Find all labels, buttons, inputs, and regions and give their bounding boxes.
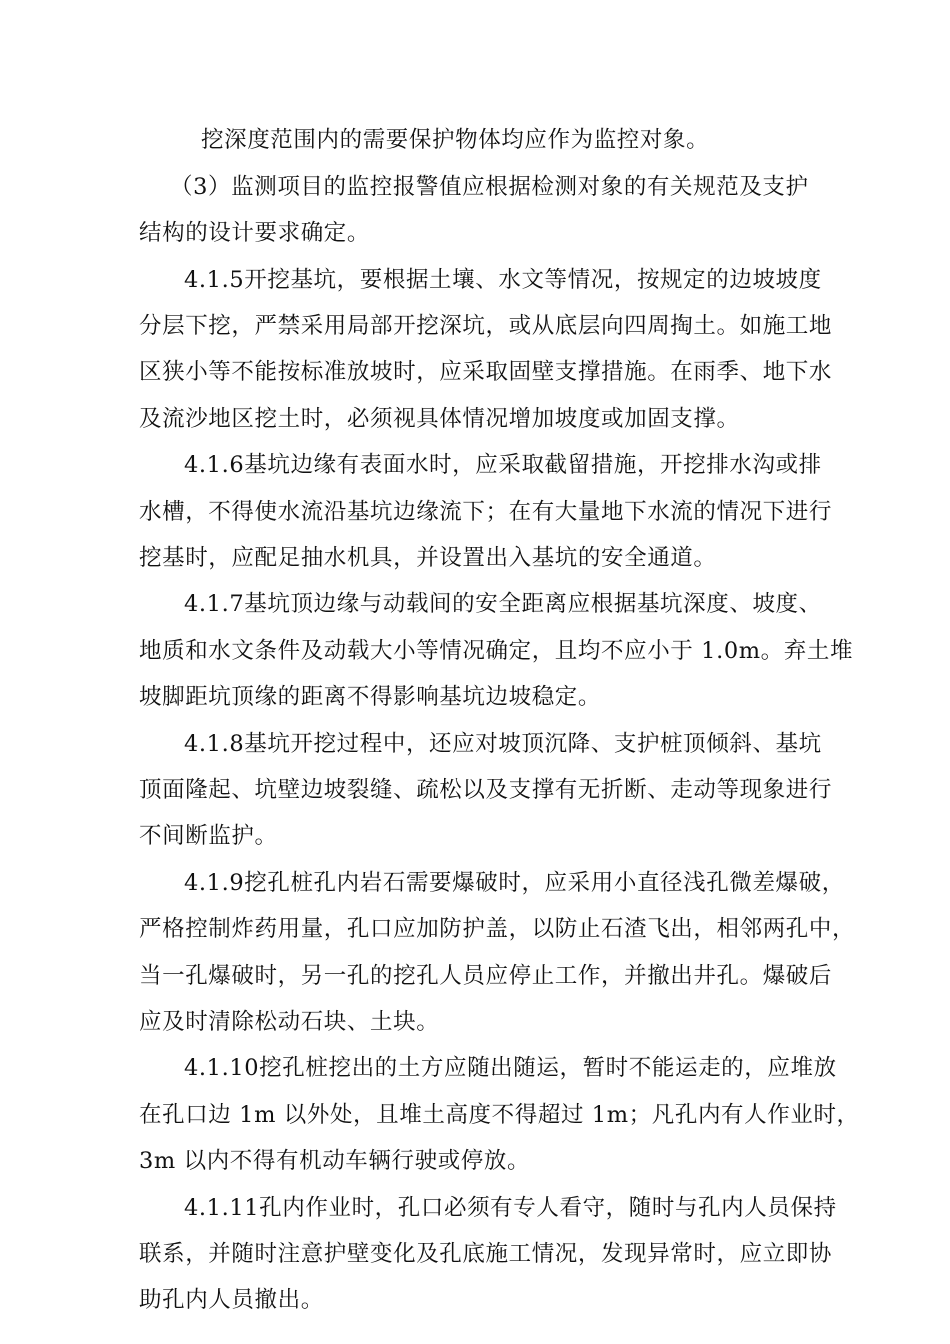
- text-line-16: 不间断监护。: [139, 823, 278, 849]
- text-line-12: 地质和水文条件及动载大小等情况确定，且均不应小于 1.0m。弃土堆: [139, 638, 854, 664]
- text-line-26: 助孔内人员撤出。: [139, 1287, 324, 1313]
- text-line-7: 及流沙地区挖土时，必须视具体情况增加坡度或加固支撑。: [139, 406, 740, 432]
- text-line-15: 顶面隆起、坑壁边坡裂缝、疏松以及支撑有无折断、走动等现象进行: [139, 777, 833, 803]
- text-line-3: 结构的设计要求确定。: [139, 220, 371, 246]
- text-line-17: 4.1.9挖孔桩孔内岩石需要爆破时，应采用小直径浅孔微差爆破，: [184, 870, 845, 896]
- text-line-5: 分层下挖，严禁采用局部开挖深坑，或从底层向四周掏土。如施工地: [139, 313, 833, 339]
- text-line-24: 4.1.11孔内作业时，孔口必须有专人看守，随时与孔内人员保持: [184, 1195, 837, 1221]
- text-line-11: 4.1.7基坑顶边缘与动载间的安全距离应根据基坑深度、坡度、: [184, 591, 822, 617]
- text-line-10: 挖基时，应配足抽水机具，并设置出入基坑的安全通道。: [139, 545, 717, 571]
- text-line-4: 4.1.5开挖基坑，要根据土壤、水文等情况，按规定的边坡坡度: [184, 267, 822, 293]
- text-line-25: 联系，并随时注意护壁变化及孔底施工情况，发现异常时，应立即协: [139, 1241, 833, 1267]
- text-line-9: 水槽，不得使水流沿基坑边缘流下；在有大量地下水流的情况下进行: [139, 499, 833, 525]
- text-line-23: 3m 以内不得有机动车辆行驶或停放。: [139, 1148, 531, 1174]
- text-line-13: 坡脚距坑顶缘的距离不得影响基坑边坡稳定。: [139, 684, 602, 710]
- text-line-6: 区狭小等不能按标准放坡时，应采取固壁支撑措施。在雨季、地下水: [139, 359, 833, 385]
- text-line-22: 在孔口边 1m 以外处，且堆土高度不得超过 1m；凡孔内有人作业时，: [139, 1102, 860, 1128]
- text-line-19: 当一孔爆破时，另一孔的挖孔人员应停止工作，并撤出井孔。爆破后: [139, 963, 833, 989]
- text-line-20: 应及时清除松动石块、土块。: [139, 1009, 440, 1035]
- text-line-18: 严格控制炸药用量，孔口应加防护盖，以防止石渣飞出，相邻两孔中，: [139, 916, 856, 942]
- text-line-14: 4.1.8基坑开挖过程中，还应对坡顶沉降、支护桩顶倾斜、基坑: [184, 731, 822, 757]
- text-line-2: （3）监测项目的监控报警值应根据检测对象的有关规范及支护: [170, 174, 809, 200]
- text-line-1: 挖深度范围内的需要保护物体均应作为监控对象。: [201, 127, 710, 153]
- text-line-8: 4.1.6基坑边缘有表面水时，应采取截留措施，开挖排水沟或排: [184, 452, 822, 478]
- text-line-21: 4.1.10挖孔桩挖出的土方应随出随运，暂时不能运走的，应堆放: [184, 1055, 837, 1081]
